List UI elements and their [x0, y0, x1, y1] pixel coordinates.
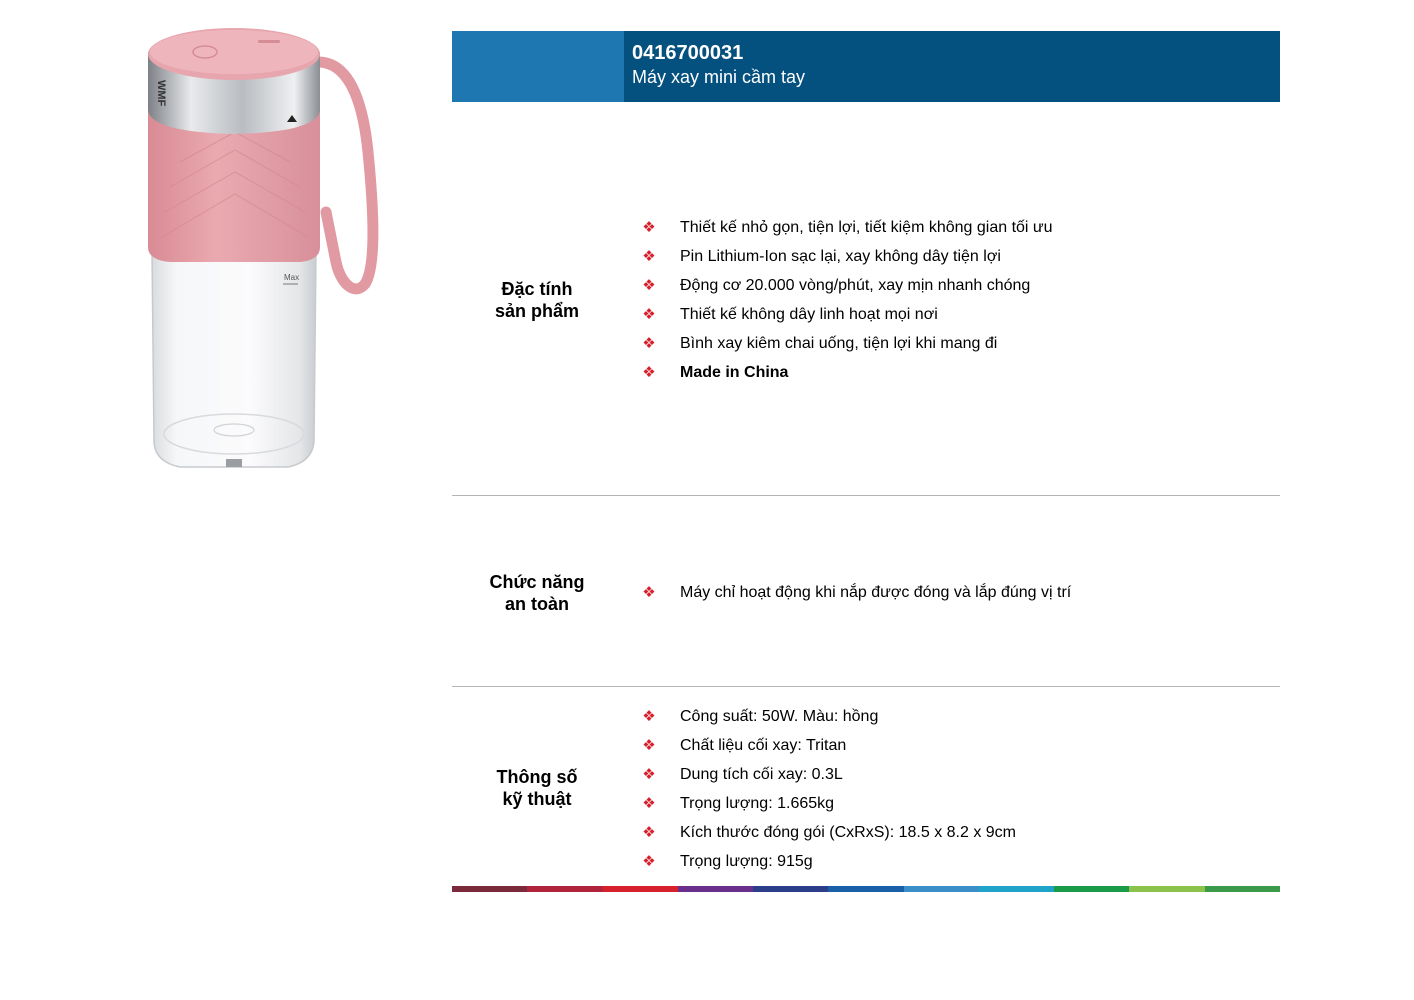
bullet-icon: ❖ — [642, 766, 656, 783]
features-list — [640, 218, 1053, 392]
list-item: ❖ Bình xay kiêm chai uống, tiện lợi khi mang đi — [640, 334, 1053, 363]
color-bar-segment — [1129, 886, 1204, 892]
bullet-icon: ❖ — [642, 335, 656, 352]
bullet-icon: ❖ — [642, 795, 656, 812]
specs-label: Thông số kỹ thuật — [496, 767, 578, 809]
list-item: ❖ Trọng lượng: 1.665kg — [640, 794, 1016, 823]
header-title-block — [624, 31, 1280, 102]
list-item: ❖ Công suất: 50W. Màu: hồng — [640, 707, 1016, 736]
color-bar — [452, 886, 1280, 892]
color-bar-segment — [828, 886, 903, 892]
list-item: ❖ Thiết kế nhỏ gọn, tiện lợi, tiết kiệm không gian tối ưu — [640, 218, 1053, 247]
specs-list — [640, 707, 1016, 881]
max-mark: Max — [284, 273, 300, 282]
brand-mark: WMF — [155, 80, 167, 107]
color-bar-segment — [904, 886, 979, 892]
list-item: ❖ Kích thước đóng gói (CxRxS): 18.5 x 8.2 x 9cm — [640, 823, 1016, 852]
color-bar-segment — [603, 886, 678, 892]
section-divider — [452, 686, 1280, 687]
list-item: ❖ Chất liệu cối xay: Tritan — [640, 736, 1016, 765]
color-bar-segment — [527, 886, 602, 892]
list-item: ❖ Pin Lithium-Ion sạc lại, xay không dây tiện lợi — [640, 247, 1053, 276]
bullet-icon: ❖ — [642, 248, 656, 265]
bullet-icon: ❖ — [642, 219, 656, 236]
product-image — [140, 22, 390, 477]
bullet-icon: ❖ — [642, 737, 656, 754]
product-name: Máy xay mini cầm tay — [632, 67, 806, 87]
product-header — [452, 31, 1280, 102]
list-item: ❖ Thiết kế không dây linh hoạt mọi nơi — [640, 305, 1053, 334]
safety-label: Chức năng an toàn — [489, 572, 585, 614]
bullet-icon: ❖ — [642, 708, 656, 725]
bullet-icon: ❖ — [642, 584, 656, 601]
color-bar-segment — [979, 886, 1054, 892]
color-bar-segment — [753, 886, 828, 892]
list-item: ❖ Dung tích cối xay: 0.3L — [640, 765, 1016, 794]
bullet-icon: ❖ — [642, 277, 656, 294]
list-item: ❖ Trọng lượng: 915g — [640, 852, 1016, 881]
section-divider — [452, 495, 1280, 496]
bullet-icon: ❖ — [642, 306, 656, 323]
bullet-icon: ❖ — [642, 853, 656, 870]
color-bar-segment — [678, 886, 753, 892]
product-code: 0416700031 — [632, 42, 744, 64]
features-label: Đặc tính sản phẩm — [494, 279, 580, 321]
bullet-icon: ❖ — [642, 364, 656, 381]
bullet-icon: ❖ — [642, 824, 656, 841]
list-item: ❖ Made in China — [640, 363, 1053, 392]
list-item: ❖ Máy chỉ hoạt động khi nắp được đóng và lắp đúng vị trí — [640, 583, 1071, 612]
color-bar-segment — [452, 886, 527, 892]
safety-list — [640, 583, 1071, 612]
color-bar-segment — [1054, 886, 1129, 892]
color-bar-segment — [1205, 886, 1280, 892]
header-accent — [452, 31, 624, 102]
list-item: ❖ Động cơ 20.000 vòng/phút, xay mịn nhanh chóng — [640, 276, 1053, 305]
